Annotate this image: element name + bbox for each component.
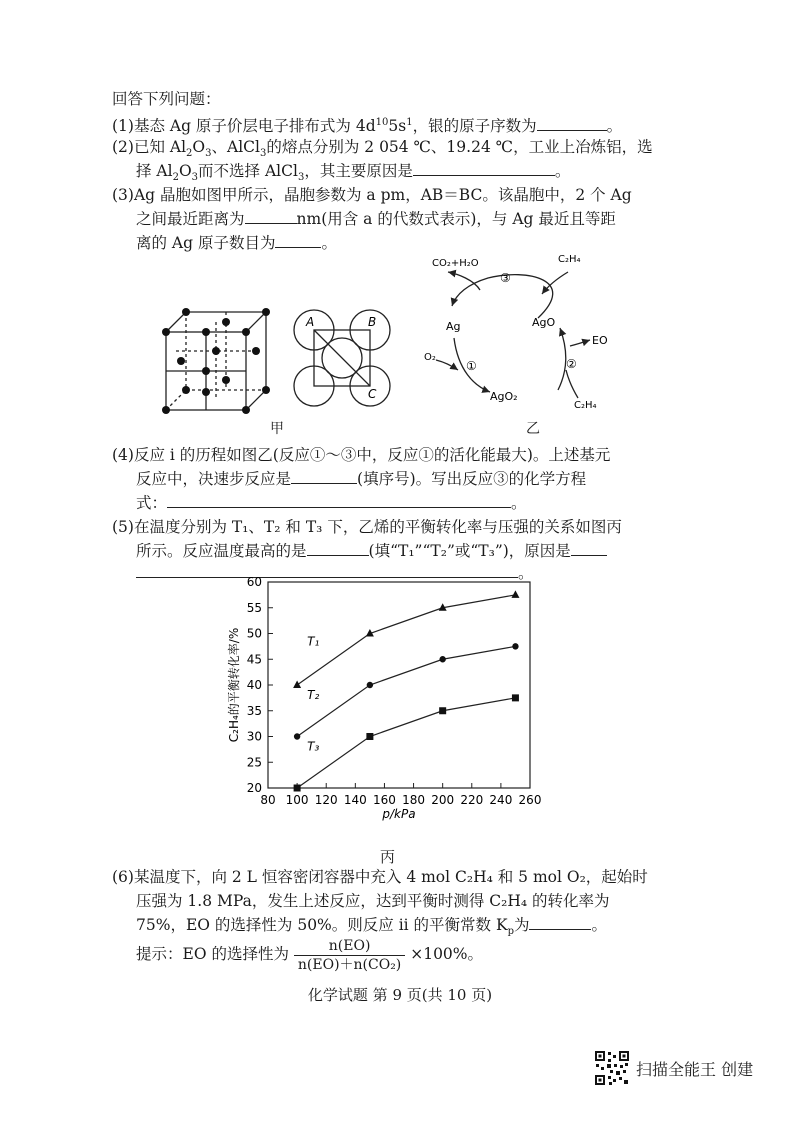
question-4-line-2: 反应中，决速步反应是 (填序号)。写出反应③的化学方程 [136, 470, 587, 488]
question-3-line-2: 之间最近距离为 nm(用含 a 的代数式表示)，与 Ag 最近且等距 [136, 210, 616, 228]
series-line-3 [297, 698, 515, 788]
question-1: (1)基态 Ag 原子价层电子排布式为 $4d^{10}5s^1$，银的原子序数为 。 [112, 117, 623, 136]
question-5-line-1: (5)在温度分别为 T₁、T₂ 和 T₃ 下，乙烯的平衡转化率与压强的关系如图丙 [112, 518, 622, 536]
x-tick-label: 160 [372, 793, 396, 807]
point-3-4 [512, 694, 519, 701]
answer-blank-5a[interactable] [307, 541, 369, 556]
y-tick-label: 30 [246, 729, 262, 744]
question-4-line-3: 式： 。 [136, 494, 527, 512]
x-tick-label: 220 [460, 793, 484, 807]
point-3-1 [294, 785, 301, 792]
o2-label: O₂ [424, 352, 436, 363]
y-tick-label: 45 [246, 652, 262, 667]
ago-label: AgO [532, 316, 556, 329]
question-5-line-2: 所示。反应温度最高的是 (填“T₁”“T₂”或“T₃”)，原因是 [136, 540, 607, 562]
step3-label: ③ [500, 271, 511, 285]
answer-blank-4a[interactable] [291, 469, 357, 484]
ag-label: Ag [446, 320, 461, 333]
conversion-chart [220, 570, 560, 860]
x-tick-label: 240 [489, 793, 513, 807]
question-6-line-3: 75%，EO 的选择性为 50%。则反应 ii 的平衡常数 $K_p$为 。 [136, 916, 607, 938]
figure-yi [418, 250, 628, 420]
x-tick-label: 80 [260, 793, 276, 807]
x-tick-label: 180 [402, 793, 426, 807]
figure-jia-label: 甲 [270, 421, 284, 437]
answer-blank-1[interactable] [537, 116, 607, 131]
question-3-line-1: (3)Ag 晶胞如图甲所示，晶胞参数为 a pm，AB＝BC。该晶胞中，2 个 Ag [112, 186, 632, 204]
y-tick-label: 20 [246, 781, 262, 795]
answer-blank-2[interactable] [413, 161, 555, 176]
point-2-4 [512, 643, 518, 649]
page-footer: 化学试题 第 9 页(共 10 页) [307, 986, 493, 1004]
scanner-watermark [594, 1050, 753, 1086]
y-tick-label: 40 [246, 678, 262, 692]
y-tick-label: 35 [246, 703, 262, 718]
y-axis-label: C₂H₄的平衡转化率/% [227, 627, 241, 743]
step1-label: ① [466, 359, 477, 373]
series-label-2: T₂ [307, 687, 320, 702]
point-2-2 [367, 682, 373, 688]
eo-label: EO [592, 334, 608, 347]
point-a-label: A [306, 315, 315, 329]
question-5-line-3: 。 [136, 562, 534, 584]
point-c-label: C [368, 387, 377, 401]
x-tick-label: 140 [343, 793, 367, 807]
answer-blank-5b[interactable] [571, 541, 607, 556]
x-tick-label: 260 [518, 793, 542, 807]
answer-blank-4b[interactable] [167, 493, 511, 508]
point-1-4 [511, 590, 519, 598]
point-3-3 [439, 707, 446, 714]
question-6-hint: 提示：EO 的选择性为 $\frac{n(EO)}{\text{n(EO)＋n(CO₂)}}$ ×100%。 [136, 937, 484, 973]
answer-blank-3a[interactable] [245, 209, 297, 224]
point-2-3 [439, 656, 445, 662]
question-3-line-3: 离的 Ag 原子数目为 。 [136, 234, 337, 252]
scanner-text: 扫描全能王 创建 [636, 1059, 754, 1079]
point-2-1 [294, 733, 300, 739]
y-tick-label: 25 [246, 755, 262, 770]
figure-jia [156, 300, 396, 430]
answer-blank-6[interactable] [529, 915, 591, 930]
point-1-1 [293, 681, 301, 689]
question-4-line-1: (4)反应 i 的历程如图乙(反应①～③中，反应①的活化能最大)。上述基元 [112, 446, 611, 464]
answer-blank-3b[interactable] [275, 233, 321, 248]
question-2-line-2: 择 $Al_2O_3$而不选择 AlCl$_3$，其主要原因是 。 [136, 162, 571, 184]
x-tick-label: 200 [431, 793, 455, 807]
step2-label: ② [566, 357, 577, 371]
question-2-line-1: (2)已知 $Al_2O_3$、AlCl$_3$的熔点分别为 2 054 ℃、19.24 ℃，工业上冶炼铝，选 [112, 138, 653, 160]
plot-frame [268, 582, 530, 788]
point-3-2 [366, 733, 373, 740]
question-6-line-1: (6)某温度下，向 2 L 恒容密闭容器中充入 4 mol C₂H₄ 和 5 mol O₂，起始时 [112, 868, 648, 886]
ago2-label: AgO₂ [490, 390, 518, 403]
chart-title: 丙 [380, 848, 396, 866]
co2-h2o-label: CO₂+H₂O [432, 258, 479, 269]
series-label-1: T₁ [307, 634, 320, 649]
question-6-line-2: 压强为 1.8 MPa，发生上述反应，达到平衡时测得 C₂H₄ 的转化率为 [136, 892, 610, 910]
x-axis-label: p/kPa [382, 807, 416, 821]
series-line-2 [297, 646, 515, 736]
point-b-label: B [368, 315, 377, 329]
intro-text: 回答下列问题： [112, 90, 221, 108]
x-tick-label: 100 [285, 793, 309, 807]
qr-code-icon [594, 1050, 630, 1086]
series-label-3: T₃ [307, 739, 320, 754]
y-tick-label: 50 [246, 626, 262, 641]
y-tick-label: 55 [246, 600, 262, 615]
c2h4-top-label: C₂H₄ [558, 254, 581, 265]
figure-yi-label: 乙 [526, 421, 540, 437]
c2h4-bottom-label: C₂H₄ [574, 400, 597, 411]
selectivity-fraction: $\frac{n(EO)}{\text{n(EO)＋n(CO₂)}}$ [294, 937, 405, 974]
series-line-1 [297, 595, 515, 685]
y-tick-label: 60 [246, 575, 262, 589]
x-tick-label: 120 [314, 793, 338, 807]
